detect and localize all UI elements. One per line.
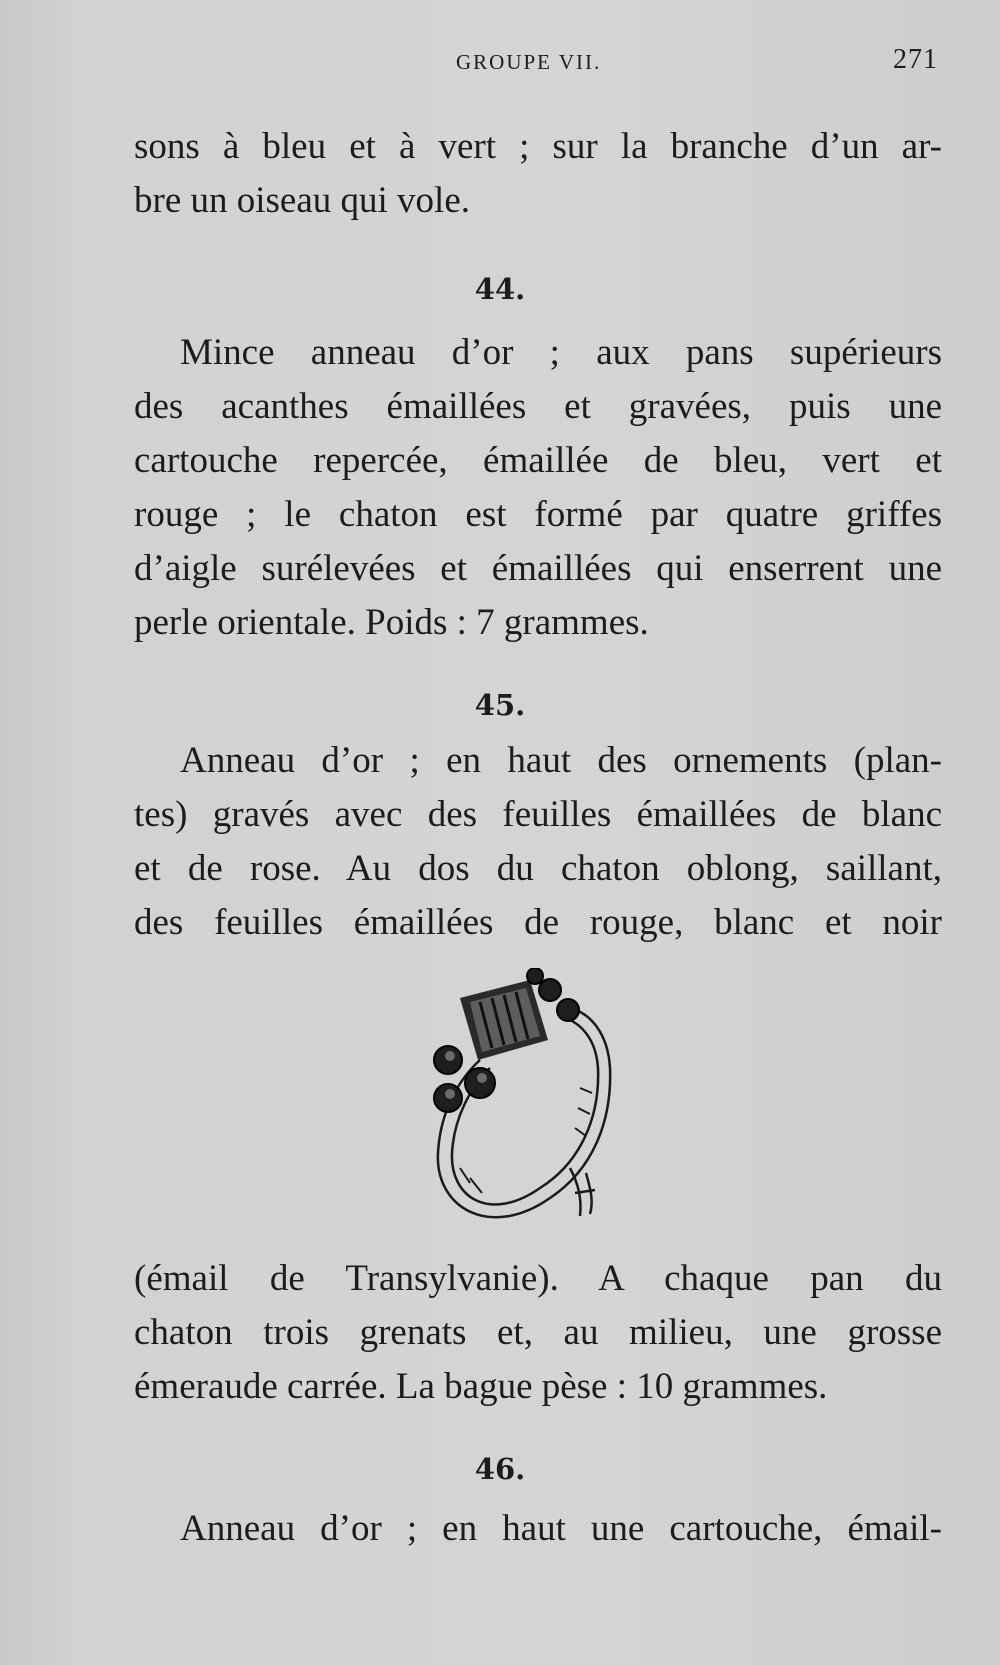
page-header <box>0 44 1000 84</box>
text-line: Anneau d’or ; en haut une cartouche, émail- <box>180 1508 942 1549</box>
continuation-paragraph <box>134 120 942 228</box>
text-line: tes) gravés avec des feuilles émaillées de blanc <box>134 794 942 835</box>
entry-number-46: 46. <box>474 1452 526 1486</box>
text-line: perle orientale. Poids : 7 grammes. <box>134 602 649 643</box>
text-line: et de rose. Au dos du chaton oblong, saillant, <box>134 848 942 889</box>
entry-45-paragraph <box>134 734 942 950</box>
text-line: émeraude carrée. La bague pèse : 10 grammes. <box>134 1366 828 1407</box>
text-line: sons à bleu et à vert ; sur la branche d’un ar- <box>134 126 942 167</box>
entry-44-paragraph <box>134 326 942 650</box>
text-line: Mince anneau d’or ; aux pans supérieurs <box>180 332 942 373</box>
text-line: des acanthes émaillées et gravées, puis une <box>134 386 942 427</box>
entry-45-continued <box>134 1252 942 1414</box>
text-line: chaton trois grenats et, au milieu, une grosse <box>134 1312 942 1353</box>
text-line: cartouche repercée, émaillée de bleu, vert et <box>134 440 942 481</box>
entry-46-paragraph <box>134 1502 942 1556</box>
text-line: bre un oiseau qui vole. <box>134 180 470 221</box>
text-line: (émail de Transylvanie). A chaque pan du <box>134 1258 942 1299</box>
entry-number-44: 44. <box>474 272 526 306</box>
ring-illustration <box>430 968 630 1238</box>
page-number: 271 <box>893 44 938 75</box>
text-line: Anneau d’or ; en haut des ornements (plan- <box>180 740 942 781</box>
text-line: rouge ; le chaton est formé par quatre griffes <box>134 494 942 535</box>
text-line: d’aigle surélevées et émaillées qui enserrent une <box>134 548 942 589</box>
text-line: des feuilles émaillées de rouge, blanc et noir <box>134 902 942 943</box>
entry-number-45: 45. <box>474 688 526 722</box>
running-title: GROUPE VII. <box>456 50 602 74</box>
